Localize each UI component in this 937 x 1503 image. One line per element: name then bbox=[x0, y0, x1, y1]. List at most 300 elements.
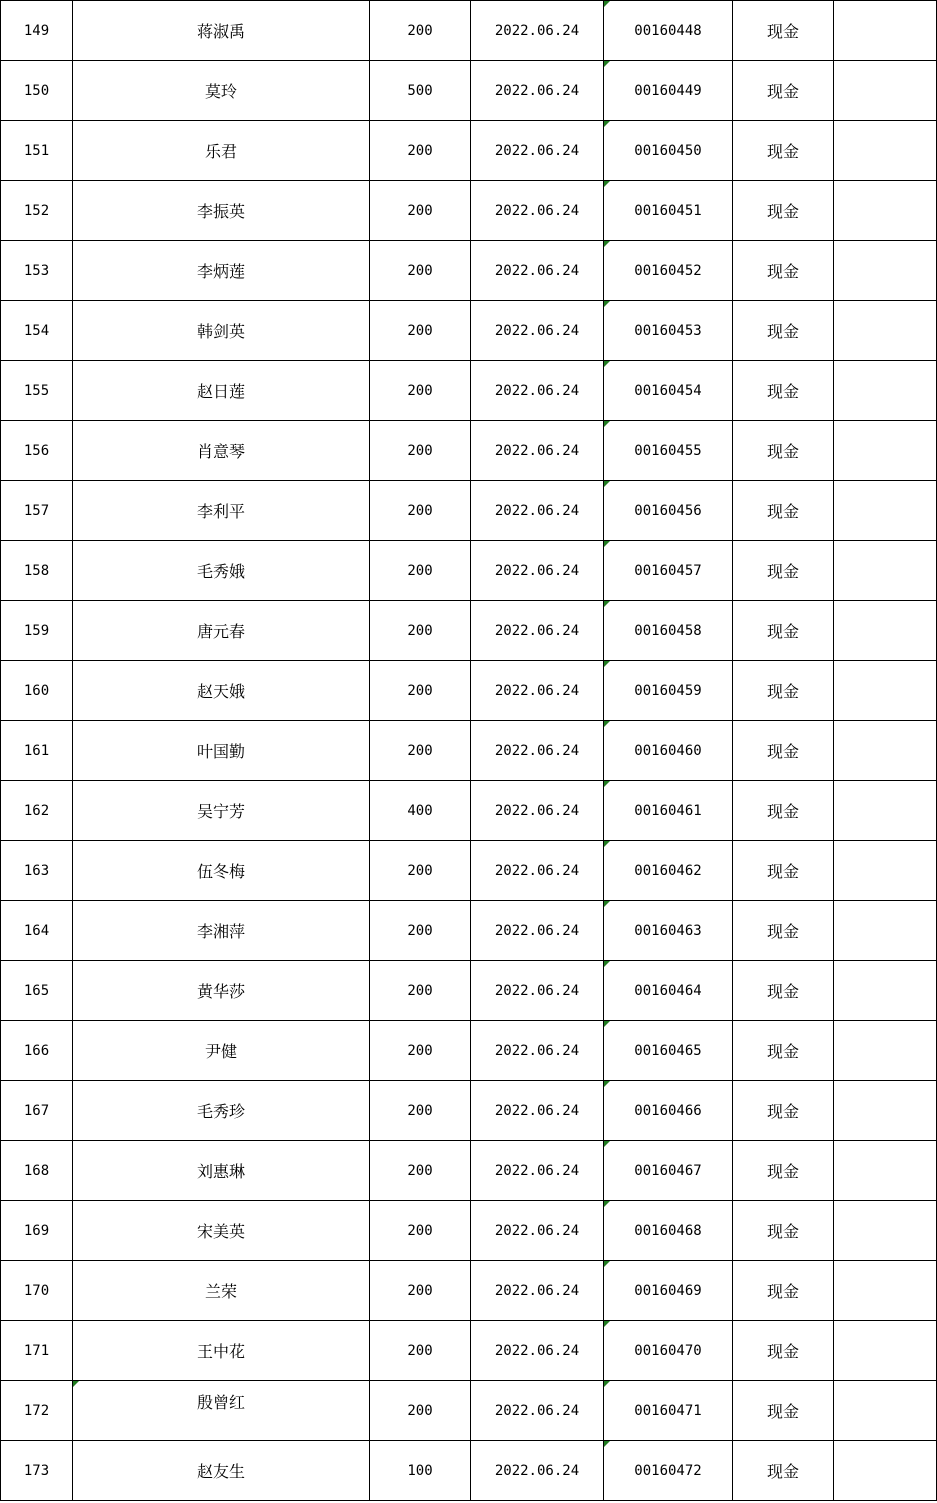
date-cell[interactable] bbox=[471, 241, 604, 301]
remark-cell[interactable] bbox=[834, 961, 937, 1021]
date-cell[interactable] bbox=[471, 901, 604, 961]
date-cell[interactable] bbox=[471, 61, 604, 121]
payment-method-cell[interactable] bbox=[733, 601, 834, 661]
date-cell[interactable] bbox=[471, 1381, 604, 1441]
name-text: 王中花 bbox=[196, 1342, 245, 1361]
remark-cell[interactable] bbox=[834, 1021, 937, 1081]
name-cell[interactable] bbox=[73, 361, 370, 421]
row-number-text: 159 bbox=[23, 622, 50, 639]
remark-cell[interactable] bbox=[834, 1141, 937, 1201]
date-text: 2022.06.24 bbox=[494, 322, 580, 339]
remark-cell[interactable] bbox=[834, 241, 937, 301]
row-number-cell[interactable] bbox=[1, 181, 73, 241]
receipt-number-text: 00160450 bbox=[634, 142, 702, 159]
remark-cell[interactable] bbox=[834, 1081, 937, 1141]
payment-method-cell[interactable] bbox=[733, 1201, 834, 1261]
row-number-text: 158 bbox=[23, 562, 50, 579]
receipt-number-cell[interactable] bbox=[604, 541, 733, 601]
table-row bbox=[1, 61, 937, 121]
receipt-number-cell[interactable] bbox=[604, 781, 733, 841]
amount-cell[interactable] bbox=[370, 841, 471, 901]
amount-text: 200 bbox=[407, 142, 433, 159]
name-cell[interactable] bbox=[73, 121, 370, 181]
amount-text: 200 bbox=[407, 742, 433, 759]
payment-method-cell[interactable] bbox=[733, 61, 834, 121]
remark-cell[interactable] bbox=[834, 841, 937, 901]
receipt-number-cell[interactable] bbox=[604, 961, 733, 1021]
date-cell[interactable] bbox=[471, 1261, 604, 1321]
amount-text: 200 bbox=[407, 502, 433, 519]
amount-cell[interactable] bbox=[370, 1441, 471, 1501]
table-row bbox=[1, 661, 937, 721]
payment-method-cell[interactable] bbox=[733, 121, 834, 181]
table-row bbox=[1, 1441, 937, 1501]
receipt-number-cell[interactable] bbox=[604, 121, 733, 181]
payment-method-cell[interactable] bbox=[733, 901, 834, 961]
amount-text: 200 bbox=[407, 1102, 433, 1119]
receipt-number-text: 00160448 bbox=[634, 22, 702, 39]
date-cell[interactable] bbox=[471, 181, 604, 241]
receipt-number-cell[interactable] bbox=[604, 1141, 733, 1201]
amount-cell[interactable] bbox=[370, 121, 471, 181]
name-text: 唐元春 bbox=[196, 622, 245, 641]
payment-method-text: 现金 bbox=[766, 1222, 799, 1241]
row-number-cell[interactable] bbox=[1, 1321, 73, 1381]
remark-cell[interactable] bbox=[834, 781, 937, 841]
name-cell[interactable] bbox=[73, 1, 370, 61]
date-text: 2022.06.24 bbox=[494, 742, 580, 759]
receipt-number-text: 00160457 bbox=[634, 562, 702, 579]
payment-method-cell[interactable] bbox=[733, 1, 834, 61]
error-indicator-icon bbox=[604, 121, 610, 127]
date-cell[interactable] bbox=[471, 1141, 604, 1201]
name-text: 刘惠琳 bbox=[196, 1162, 245, 1181]
amount-cell[interactable] bbox=[370, 781, 471, 841]
row-number-text: 157 bbox=[23, 502, 50, 519]
amount-cell[interactable] bbox=[370, 661, 471, 721]
receipt-number-cell[interactable] bbox=[604, 421, 733, 481]
name-cell[interactable] bbox=[73, 721, 370, 781]
receipt-number-text: 00160461 bbox=[634, 802, 702, 819]
payment-method-text: 现金 bbox=[766, 382, 799, 401]
receipt-number-text: 00160454 bbox=[634, 382, 702, 399]
amount-cell[interactable] bbox=[370, 1321, 471, 1381]
payment-method-cell[interactable] bbox=[733, 361, 834, 421]
name-cell[interactable] bbox=[73, 841, 370, 901]
name-text: 叶国勤 bbox=[196, 742, 245, 761]
row-number-cell[interactable] bbox=[1, 61, 73, 121]
payment-method-cell[interactable] bbox=[733, 1261, 834, 1321]
remark-cell[interactable] bbox=[834, 421, 937, 481]
name-text: 李湘萍 bbox=[196, 922, 245, 941]
table-row bbox=[1, 781, 937, 841]
amount-text: 200 bbox=[407, 22, 433, 39]
remark-cell[interactable] bbox=[834, 901, 937, 961]
receipt-number-cell[interactable] bbox=[604, 61, 733, 121]
row-number-cell[interactable] bbox=[1, 1141, 73, 1201]
date-cell[interactable] bbox=[471, 121, 604, 181]
name-cell[interactable] bbox=[73, 421, 370, 481]
receipt-number-cell[interactable] bbox=[604, 1261, 733, 1321]
date-cell[interactable] bbox=[471, 1, 604, 61]
name-cell[interactable] bbox=[73, 1441, 370, 1501]
receipt-number-text: 00160456 bbox=[634, 502, 702, 519]
row-number-text: 150 bbox=[23, 82, 50, 99]
error-indicator-icon bbox=[604, 1141, 610, 1147]
amount-cell[interactable] bbox=[370, 901, 471, 961]
date-text: 2022.06.24 bbox=[494, 262, 580, 279]
remark-cell[interactable] bbox=[834, 181, 937, 241]
receipt-number-cell[interactable] bbox=[604, 1021, 733, 1081]
remark-cell[interactable] bbox=[834, 1321, 937, 1381]
amount-text: 200 bbox=[407, 382, 433, 399]
receipt-number-text: 00160468 bbox=[634, 1222, 702, 1239]
row-number-text: 152 bbox=[23, 202, 50, 219]
name-text: 蒋淑禹 bbox=[196, 22, 245, 41]
name-cell[interactable] bbox=[73, 1081, 370, 1141]
error-indicator-icon bbox=[604, 541, 610, 547]
name-cell[interactable] bbox=[73, 1321, 370, 1381]
amount-cell[interactable] bbox=[370, 601, 471, 661]
name-cell[interactable] bbox=[73, 1201, 370, 1261]
name-text: 赵天娥 bbox=[196, 682, 245, 701]
payment-method-text: 现金 bbox=[766, 142, 799, 161]
remark-cell[interactable] bbox=[834, 1261, 937, 1321]
payment-method-text: 现金 bbox=[766, 82, 799, 101]
receipt-number-text: 00160460 bbox=[634, 742, 702, 759]
receipt-number-text: 00160453 bbox=[634, 322, 702, 339]
name-text: 毛秀娥 bbox=[196, 562, 245, 581]
payment-method-cell[interactable] bbox=[733, 1081, 834, 1141]
row-number-cell[interactable] bbox=[1, 781, 73, 841]
amount-cell[interactable] bbox=[370, 481, 471, 541]
error-indicator-icon bbox=[604, 361, 610, 367]
row-number-cell[interactable] bbox=[1, 961, 73, 1021]
row-number-text: 170 bbox=[23, 1282, 50, 1299]
name-cell[interactable] bbox=[73, 1381, 370, 1441]
receipt-number-cell[interactable] bbox=[604, 601, 733, 661]
receipt-number-cell[interactable] bbox=[604, 301, 733, 361]
payment-method-text: 现金 bbox=[766, 862, 799, 881]
error-indicator-icon bbox=[604, 721, 610, 727]
payment-method-cell[interactable] bbox=[733, 1441, 834, 1501]
receipt-number-text: 00160469 bbox=[634, 1282, 702, 1299]
amount-text: 200 bbox=[407, 1342, 433, 1359]
amount-cell[interactable] bbox=[370, 1201, 471, 1261]
error-indicator-icon bbox=[604, 1321, 610, 1327]
row-number-cell[interactable] bbox=[1, 481, 73, 541]
table-row bbox=[1, 721, 937, 781]
date-text: 2022.06.24 bbox=[494, 502, 580, 519]
name-cell[interactable] bbox=[73, 781, 370, 841]
row-number-cell[interactable] bbox=[1, 241, 73, 301]
row-number-text: 151 bbox=[23, 142, 50, 159]
date-cell[interactable] bbox=[471, 1441, 604, 1501]
date-text: 2022.06.24 bbox=[494, 442, 580, 459]
payment-method-text: 现金 bbox=[766, 262, 799, 281]
error-indicator-icon bbox=[604, 1081, 610, 1087]
error-indicator-icon bbox=[604, 241, 610, 247]
date-cell[interactable] bbox=[471, 961, 604, 1021]
receipt-number-cell[interactable] bbox=[604, 661, 733, 721]
payment-method-cell[interactable] bbox=[733, 661, 834, 721]
receipt-number-cell[interactable] bbox=[604, 241, 733, 301]
amount-cell[interactable] bbox=[370, 721, 471, 781]
error-indicator-icon bbox=[604, 421, 610, 427]
date-text: 2022.06.24 bbox=[494, 1342, 580, 1359]
table-row bbox=[1, 1081, 937, 1141]
date-cell[interactable] bbox=[471, 841, 604, 901]
row-number-cell[interactable] bbox=[1, 1081, 73, 1141]
amount-text: 400 bbox=[407, 802, 433, 819]
payment-method-cell[interactable] bbox=[733, 1021, 834, 1081]
amount-text: 200 bbox=[407, 1042, 433, 1059]
row-number-text: 171 bbox=[23, 1342, 50, 1359]
payment-method-cell[interactable] bbox=[733, 421, 834, 481]
row-number-cell[interactable] bbox=[1, 601, 73, 661]
receipt-number-text: 00160470 bbox=[634, 1342, 702, 1359]
receipt-number-text: 00160464 bbox=[634, 982, 702, 999]
receipt-number-text: 00160459 bbox=[634, 682, 702, 699]
row-number-text: 173 bbox=[23, 1462, 50, 1479]
remark-cell[interactable] bbox=[834, 1, 937, 61]
receipt-number-text: 00160466 bbox=[634, 1102, 702, 1119]
date-cell[interactable] bbox=[471, 601, 604, 661]
remark-cell[interactable] bbox=[834, 61, 937, 121]
receipt-number-cell[interactable] bbox=[604, 1441, 733, 1501]
receipt-number-cell[interactable] bbox=[604, 1, 733, 61]
row-number-cell[interactable] bbox=[1, 541, 73, 601]
amount-cell[interactable] bbox=[370, 421, 471, 481]
name-cell[interactable] bbox=[73, 1021, 370, 1081]
remark-cell[interactable] bbox=[834, 601, 937, 661]
name-cell[interactable] bbox=[73, 241, 370, 301]
amount-cell[interactable] bbox=[370, 181, 471, 241]
table-row bbox=[1, 481, 937, 541]
name-cell[interactable] bbox=[73, 481, 370, 541]
amount-cell[interactable] bbox=[370, 1381, 471, 1441]
remark-cell[interactable] bbox=[834, 481, 937, 541]
table-row bbox=[1, 121, 937, 181]
payment-method-text: 现金 bbox=[766, 982, 799, 1001]
error-indicator-icon bbox=[604, 841, 610, 847]
name-cell[interactable] bbox=[73, 301, 370, 361]
payment-method-text: 现金 bbox=[766, 682, 799, 701]
payment-method-text: 现金 bbox=[766, 1402, 799, 1421]
row-number-cell[interactable] bbox=[1, 901, 73, 961]
name-text: 毛秀珍 bbox=[196, 1102, 245, 1121]
amount-cell[interactable] bbox=[370, 361, 471, 421]
remark-cell[interactable] bbox=[834, 301, 937, 361]
table-row bbox=[1, 1201, 937, 1261]
payment-method-text: 现金 bbox=[766, 1042, 799, 1061]
receipt-number-text: 00160462 bbox=[634, 862, 702, 879]
error-indicator-icon bbox=[604, 1, 610, 7]
payment-method-text: 现金 bbox=[766, 1102, 799, 1121]
payment-method-cell[interactable] bbox=[733, 1141, 834, 1201]
date-text: 2022.06.24 bbox=[494, 22, 580, 39]
date-text: 2022.06.24 bbox=[494, 802, 580, 819]
payment-method-cell[interactable] bbox=[733, 1381, 834, 1441]
table-row bbox=[1, 1141, 937, 1201]
date-cell[interactable] bbox=[471, 1321, 604, 1381]
name-text: 伍冬梅 bbox=[196, 862, 245, 881]
table-row bbox=[1, 1321, 937, 1381]
amount-cell[interactable] bbox=[370, 61, 471, 121]
name-cell[interactable] bbox=[73, 181, 370, 241]
date-text: 2022.06.24 bbox=[494, 862, 580, 879]
receipt-number-text: 00160451 bbox=[634, 202, 702, 219]
date-cell[interactable] bbox=[471, 421, 604, 481]
row-number-cell[interactable] bbox=[1, 1441, 73, 1501]
payment-method-cell[interactable] bbox=[733, 181, 834, 241]
payment-method-cell[interactable] bbox=[733, 781, 834, 841]
amount-cell[interactable] bbox=[370, 301, 471, 361]
date-text: 2022.06.24 bbox=[494, 922, 580, 939]
receipt-number-text: 00160455 bbox=[634, 442, 702, 459]
receipt-number-cell[interactable] bbox=[604, 481, 733, 541]
payment-method-cell[interactable] bbox=[733, 541, 834, 601]
remark-cell[interactable] bbox=[834, 361, 937, 421]
payment-method-cell[interactable] bbox=[733, 241, 834, 301]
remark-cell[interactable] bbox=[834, 121, 937, 181]
amount-text: 200 bbox=[407, 922, 433, 939]
payment-method-text: 现金 bbox=[766, 562, 799, 581]
date-cell[interactable] bbox=[471, 1021, 604, 1081]
receipt-number-cell[interactable] bbox=[604, 1081, 733, 1141]
row-number-text: 156 bbox=[23, 442, 50, 459]
amount-cell[interactable] bbox=[370, 961, 471, 1021]
receipt-number-cell[interactable] bbox=[604, 1381, 733, 1441]
remark-cell[interactable] bbox=[834, 721, 937, 781]
amount-cell[interactable] bbox=[370, 1081, 471, 1141]
name-cell[interactable] bbox=[73, 901, 370, 961]
payment-method-cell[interactable] bbox=[733, 721, 834, 781]
error-indicator-icon bbox=[604, 961, 610, 967]
payment-method-cell[interactable] bbox=[733, 841, 834, 901]
row-number-text: 168 bbox=[23, 1162, 50, 1179]
error-indicator-icon bbox=[604, 61, 610, 67]
row-number-text: 155 bbox=[23, 382, 50, 399]
remark-cell[interactable] bbox=[834, 661, 937, 721]
payment-method-cell[interactable] bbox=[733, 301, 834, 361]
date-text: 2022.06.24 bbox=[494, 1102, 580, 1119]
date-cell[interactable] bbox=[471, 1201, 604, 1261]
receipt-number-cell[interactable] bbox=[604, 1321, 733, 1381]
receipt-number-cell[interactable] bbox=[604, 361, 733, 421]
payment-method-text: 现金 bbox=[766, 1342, 799, 1361]
remark-cell[interactable] bbox=[834, 1441, 937, 1501]
row-number-cell[interactable] bbox=[1, 1381, 73, 1441]
row-number-cell[interactable] bbox=[1, 661, 73, 721]
date-cell[interactable] bbox=[471, 721, 604, 781]
row-number-cell[interactable] bbox=[1, 721, 73, 781]
receipt-number-cell[interactable] bbox=[604, 1201, 733, 1261]
payment-method-text: 现金 bbox=[766, 922, 799, 941]
payment-method-cell[interactable] bbox=[733, 481, 834, 541]
date-cell[interactable] bbox=[471, 301, 604, 361]
row-number-text: 169 bbox=[23, 1222, 50, 1239]
date-text: 2022.06.24 bbox=[494, 82, 580, 99]
row-number-cell[interactable] bbox=[1, 1201, 73, 1261]
name-text: 李利平 bbox=[196, 502, 245, 521]
remark-cell[interactable] bbox=[834, 1381, 937, 1441]
date-cell[interactable] bbox=[471, 361, 604, 421]
name-cell[interactable] bbox=[73, 961, 370, 1021]
row-number-text: 161 bbox=[23, 742, 50, 759]
name-cell[interactable] bbox=[73, 601, 370, 661]
amount-cell[interactable] bbox=[370, 1261, 471, 1321]
row-number-cell[interactable] bbox=[1, 421, 73, 481]
row-number-text: 163 bbox=[23, 862, 50, 879]
date-cell[interactable] bbox=[471, 541, 604, 601]
table-row bbox=[1, 421, 937, 481]
name-cell[interactable] bbox=[73, 541, 370, 601]
receipt-number-cell[interactable] bbox=[604, 721, 733, 781]
amount-text: 500 bbox=[407, 82, 433, 99]
name-cell[interactable] bbox=[73, 1141, 370, 1201]
remark-cell[interactable] bbox=[834, 541, 937, 601]
name-cell[interactable] bbox=[73, 661, 370, 721]
table-row bbox=[1, 901, 937, 961]
date-cell[interactable] bbox=[471, 781, 604, 841]
name-text: 吴宁芳 bbox=[196, 802, 245, 821]
date-text: 2022.06.24 bbox=[494, 982, 580, 999]
date-text: 2022.06.24 bbox=[494, 562, 580, 579]
receipt-number-cell[interactable] bbox=[604, 841, 733, 901]
date-cell[interactable] bbox=[471, 661, 604, 721]
row-number-cell[interactable] bbox=[1, 301, 73, 361]
name-cell[interactable] bbox=[73, 61, 370, 121]
payment-method-cell[interactable] bbox=[733, 1321, 834, 1381]
receipt-number-text: 00160465 bbox=[634, 1042, 702, 1059]
error-indicator-icon bbox=[604, 901, 610, 907]
payment-method-text: 现金 bbox=[766, 742, 799, 761]
row-number-cell[interactable] bbox=[1, 361, 73, 421]
row-number-cell[interactable] bbox=[1, 1, 73, 61]
row-number-cell[interactable] bbox=[1, 1261, 73, 1321]
amount-cell[interactable] bbox=[370, 1141, 471, 1201]
row-number-cell[interactable] bbox=[1, 121, 73, 181]
payment-method-cell[interactable] bbox=[733, 961, 834, 1021]
table-row bbox=[1, 241, 937, 301]
date-text: 2022.06.24 bbox=[494, 382, 580, 399]
receipt-number-cell[interactable] bbox=[604, 901, 733, 961]
amount-text: 200 bbox=[407, 1222, 433, 1239]
date-text: 2022.06.24 bbox=[494, 202, 580, 219]
error-indicator-icon bbox=[604, 661, 610, 667]
receipt-number-cell[interactable] bbox=[604, 181, 733, 241]
name-cell[interactable] bbox=[73, 1261, 370, 1321]
amount-cell[interactable] bbox=[370, 241, 471, 301]
error-indicator-icon bbox=[604, 481, 610, 487]
date-cell[interactable] bbox=[471, 481, 604, 541]
amount-cell[interactable] bbox=[370, 541, 471, 601]
table-row bbox=[1, 1021, 937, 1081]
name-text: 兰荣 bbox=[204, 1282, 237, 1301]
row-number-cell[interactable] bbox=[1, 1021, 73, 1081]
amount-cell[interactable] bbox=[370, 1021, 471, 1081]
payment-method-text: 现金 bbox=[766, 1462, 799, 1481]
date-cell[interactable] bbox=[471, 1081, 604, 1141]
remark-cell[interactable] bbox=[834, 1201, 937, 1261]
table-row bbox=[1, 181, 937, 241]
row-number-text: 162 bbox=[23, 802, 50, 819]
amount-cell[interactable] bbox=[370, 1, 471, 61]
row-number-cell[interactable] bbox=[1, 841, 73, 901]
error-indicator-icon bbox=[604, 1201, 610, 1207]
table-row bbox=[1, 1381, 937, 1441]
